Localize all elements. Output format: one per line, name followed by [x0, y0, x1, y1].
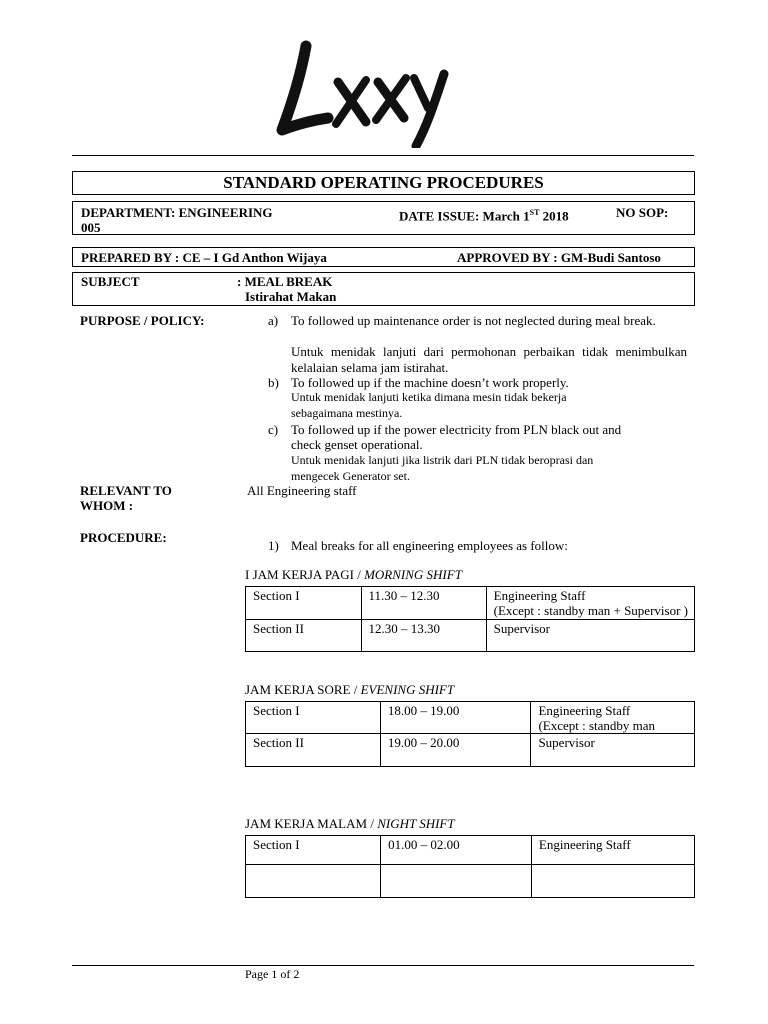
table-cell: Engineering Staff	[531, 836, 694, 865]
table-cell	[381, 865, 532, 898]
purpose-item-a-id: Untuk menidak lanjuti dari permohonan perbaikan tidak menimbulkan kelalaian selama jam istirahat.	[291, 344, 687, 375]
morning-shift-title: I JAM KERJA PAGI / MORNING SHIFT	[245, 567, 462, 582]
purpose-item-c-id-2: mengecek Generator set.	[291, 469, 410, 483]
table-cell: Engineering Staff (Except : standby man + Supervisor )	[486, 587, 694, 620]
purpose-item-a-en: To followed up maintenance order is not neglected during meal break.	[291, 313, 656, 328]
department-row	[72, 201, 695, 235]
table-cell: Section II	[246, 620, 362, 652]
subject-row	[72, 272, 695, 306]
subject-label: SUBJECT	[81, 274, 140, 289]
table-row	[246, 587, 695, 620]
procedure-item-1-text: Meal breaks for all engineering employees as follow:	[291, 538, 568, 553]
purpose-item-a-letter: a)	[268, 313, 279, 328]
table-cell: 01.00 – 02.00	[381, 836, 532, 865]
purpose-label: PURPOSE / POLICY:	[80, 313, 205, 328]
department-label: DEPARTMENT: ENGINEERING	[81, 205, 273, 220]
table-row	[246, 836, 695, 865]
purpose-item-c-en-1: To followed up if the power electricity from PLN black out and	[291, 422, 622, 437]
date-issue: DATE ISSUE: March 1ST 2018	[399, 208, 569, 224]
approved-by: APPROVED BY : GM-Budi Santoso	[457, 250, 661, 265]
table-row	[246, 734, 695, 767]
table-row	[246, 620, 695, 652]
table-cell	[246, 865, 381, 898]
document-title: STANDARD OPERATING PROCEDURES	[72, 171, 695, 195]
brand-logo	[268, 38, 458, 148]
table-cell	[531, 865, 694, 898]
subject-sub: Istirahat Makan	[245, 289, 337, 304]
purpose-item-b-letter: b)	[268, 375, 279, 390]
table-row	[246, 702, 695, 734]
table-cell: Section I	[246, 702, 381, 734]
table-cell: 11.30 – 12.30	[361, 587, 486, 620]
table-cell: 18.00 – 19.00	[380, 702, 531, 734]
header-rule	[72, 155, 694, 156]
purpose-item-b-en: To followed up if the machine doesn’t work properly.	[291, 375, 569, 390]
night-shift-table	[245, 835, 695, 898]
night-shift-title: JAM KERJA MALAM / NIGHT SHIFT	[245, 816, 455, 831]
purpose-item-c-letter: c)	[268, 422, 279, 437]
prepared-by: PREPARED BY : CE – I Gd Anthon Wijaya	[81, 250, 327, 265]
table-cell: Supervisor	[531, 734, 695, 767]
procedure-label: PROCEDURE:	[80, 530, 167, 545]
purpose-item-b-id-2: sebagaimana mestinya.	[291, 406, 403, 420]
relevant-label-1: RELEVANT TO	[80, 483, 172, 498]
relevant-value: All Engineering staff	[247, 483, 357, 498]
footer-rule	[72, 965, 694, 966]
purpose-item-c-en-2: check genset operational.	[291, 437, 423, 452]
table-cell: Section I	[246, 836, 381, 865]
table-cell: Section II	[246, 734, 381, 767]
page-number: Page 1 of 2	[245, 967, 300, 981]
table-cell: Section I	[246, 587, 362, 620]
procedure-item-1-number: 1)	[268, 538, 279, 553]
table-cell: 12.30 – 13.30	[361, 620, 486, 652]
subject-value: : MEAL BREAK	[237, 274, 333, 289]
no-sop-label: NO SOP:	[616, 205, 669, 220]
table-cell: 19.00 – 20.00	[380, 734, 531, 767]
table-row	[246, 865, 695, 898]
evening-shift-title: JAM KERJA SORE / EVENING SHIFT	[245, 682, 455, 697]
evening-shift-table	[245, 701, 695, 767]
purpose-item-b-id-1: Untuk menidak lanjuti ketika dimana mesin tidak bekerja	[291, 390, 567, 404]
prepared-approved-row	[72, 247, 695, 267]
relevant-label-2: WHOM :	[80, 498, 134, 513]
table-cell: Engineering Staff (Except : standby man	[531, 702, 695, 734]
morning-shift-table	[245, 586, 695, 652]
purpose-item-c-id-1: Untuk menidak lanjuti jika listrik dari PLN tidak beroprasi dan	[291, 453, 594, 467]
table-cell: Supervisor	[486, 620, 694, 652]
no-sop-value: 005	[81, 220, 101, 235]
